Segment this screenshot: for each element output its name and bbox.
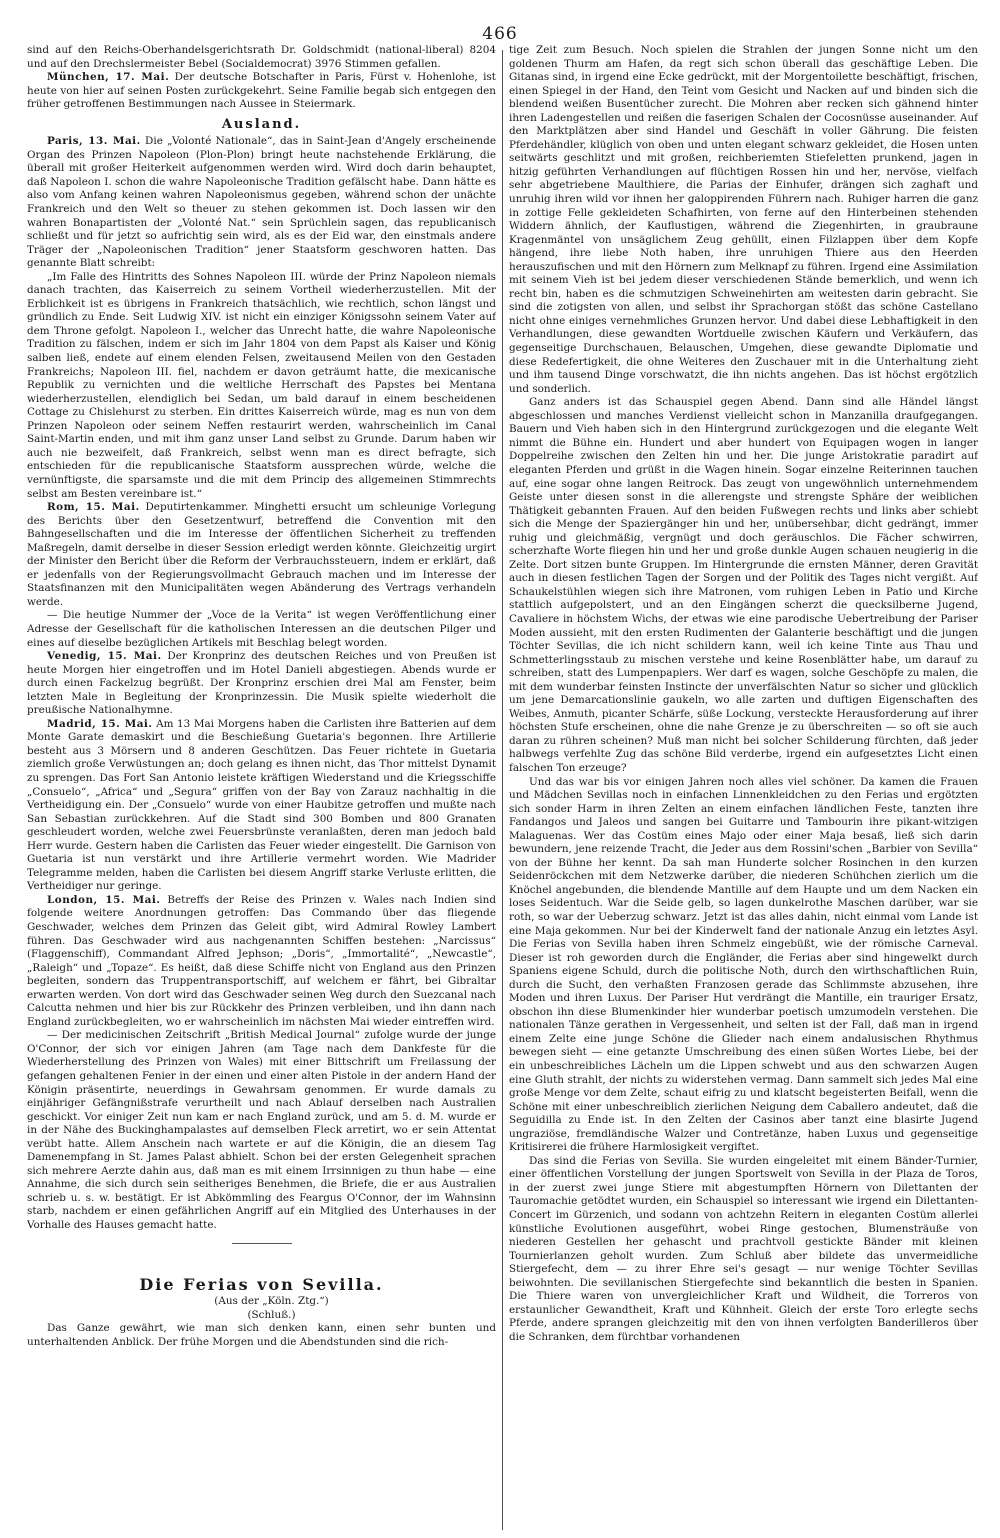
feuilleton-continuation-3: Und das war bis vor einigen Jahren noch alles viel schöner. Da kamen die Frauen und Mädchen Sevillas noch in einfachen Linnenkleidchen zu den Ferias und ergötzten sich sonder Harm in ihren Zelten an einem einfachen ländlichen Feste, tanzten ihre Fandangos und Jaleos und sangen bei Guitarre und Tambourin ihre pikant-witzigen Malaguenas. Wer das Costüm eines Majo oder einer Maja besaß, ließ sich darin bewundern, jene reizende Tracht, die Jeder aus dem Rossini'schen „Barbier von Sevilla“ von der Bühne her kennt. Da sah man Hunderte solcher Rosinchen in den kurzen Seidenröckchen mit dem Netzwerke darüber, die niederen Schühchen zierlich um die Knöchel angebunden, die blendende Mantille auf dem Haupte und um dem Nacken ein loses Seidentuch. War die Seide gelb, so lagen dunkelrothe Maschen darüber, war sie roth, so war der Ueberzug schwarz. Jetzt ist das alles dahin, nicht einmal vom Lande ist eine Maja gekommen. Nur bei der Kinderwelt fand der nationale Anzug ein letztes Asyl. Die Ferias von Sevilla haben ihren Schmelz eingebüßt, wie der römische Carneval. Dieser ist roh geworden durch die Engländer, die Ferias aber sind hingewelkt durch Spaniens eigene Schuld, durch die politische Noth, durch den wirthschaftlichen Ruin, durch die Sucht, den verhaßten Franzosen gerade das Schlimmste abzusehen, ihre Moden und ihren Luxus. Der Pariser Hut verdrängt die Mantille, ein trauriger Ersatz, obschon ihn diese Blumenkinder hier wunderbar poetisch umzumodeln verstehen. Die nationalen Tänze gerathen in Vergessenheit, und selten ist der Fall, daß man in irgend einem Zelte eine junge Schöne die Glieder nach einem andalusischen Rhythmus bewegen sieht — eine getanzte Umschreibung des einen süßen Wortes Liebe, bei der ein unbeschreibliches Lächeln um die Lippen schwebt und aus den schwarzen Augen eine Gluth strahlt, der nichts zu widerstehen vermag. Dann sammelt sich jedes Mal eine große Menge vor dem Zelte, schaut eifrig zu und klatscht begeisterten Beifall, wenn die Schöne mit einer unbeschreiblich zierlichen Neigung dem Caballero andeutet, daß die Seguidilla zu Ende ist. In den Zelten der Casinos aber tanzt eine blasirte Jugend ungraziöse, fremdländische Walzer und Contretänze, haben Luxus und gegenseitige Kritisirerei die frühere Harmlosigkeit vergiftet.	[509, 775, 978, 1154]
paris-article	[27, 135, 496, 270]
muenchen-text: Der deutsche Botschafter in Paris, Fürst v. Hohenlohe, ist heute von hier auf seinen Posten zurückgekehrt. Seine Familie begab sich entgegen den früher getroffenen Bestimmungen nach Aussee in Steiermark.	[27, 71, 496, 111]
madrid-text: Am 13 Mai Morgens haben die Carlisten ihre Batterien auf dem Monte Garate demaskirt und die Beschießung Guetaria's begonnen. Ihre Artillerie besteht aus 3 Mörsern und 8 anderen Geschützen. Das Feuer richtete in Guetaria ziemlich große Verwüstungen an; doch gelang es ihnen nicht, das Thor mittelst Dynamit zu sprengen. Das Fort San Antonio leistete kräftigen Wiederstand und die Kriegsschiffe „Consuelo“, „Africa“ und „Segura“ griffen von der Bay von Zarauz nachhaltig in die Vertheidigung ein. Der „Consuelo“ wurde von einer Haubitze getroffen und mußte nach San Sebastian zurückkehren. Auf die Stadt sind 300 Bomben und 800 Granaten geschleudert worden, welche zwei Feuersbrünste veranlaßten, deren man jedoch bald Herr wurde. Gestern haben die Carlisten das Feuer wieder eingestellt. Die Garnison von Guetaria ist nun verstärkt und ihre Artillerie vermehrt worden. Wie Madrider Telegramme melden, haben die Carlisten bei diesem Angriff starke Verluste erlitten, die Vertheidiger nur geringe.	[27, 717, 496, 893]
paris-quote: „Im Falle des Hintritts des Sohnes Napoleon III. würde der Prinz Napoleon niemals danach trachten, das Kaiserreich zu seinem Vortheil wiederherzustellen. Mit der Erblichkeit ist es übrigens in Frankreich thatsächlich, wie rechtlich, schon längst und gründlich zu Ende. Seit Ludwig XIV. ist nicht ein einziger Königssohn seinem Vater auf dem Throne gefolgt. Napoleon I., welcher das Unrecht hatte, die wahre Napoleonische Tradition zu fälschen, indem er sich im Jahr 1804 von dem Papst als Kaiser und König salben ließ, endete auf einem elenden Felsen, zweitausend Meilen von den Gestaden Frankreichs; Napoleon III. fiel, nachdem er davon geträumt hatte, die mexicanische Republik zu vernichten und die weltliche Herrschaft des Papstes bei Mentana wiederherzustellen, elendiglich bei Sedan, um bald darauf in einem bescheidenen Cottage zu Chislehurst zu sterben. Ein drittes Kaiserreich würde, mag es nun von dem Prinzen Napoleon oder seinem Neffen restaurirt werden, wahrscheinlich im Canal Saint-Martin enden, und mit ihm ganz unser Land selbst zu Grunde. Darum haben wir auch nie bezweifelt, daß Frankreich, selbst wenn man es direct befragte, sich entschieden für die republicanische Staatsform aussprechen würde, welche die vernünftigste, die sparsamste und die mit dem Princip des allgemeinen Stimmrechts selbst am Besten vereinbare ist.“	[27, 270, 496, 500]
muenchen-article	[27, 71, 496, 112]
intro-paragraph: sind auf den Reichs-Oberhandelsgerichtsrath Dr. Goldschmidt (national-liberal) 8204 und auf den Drechslermeister Bebel (Socialdemocrat) 3976 Stimmen gefallen.	[27, 44, 496, 70]
section-heading-ausland: Ausland.	[221, 116, 302, 132]
left-column	[27, 44, 496, 1530]
dateline-muenchen: München, 17. Mai.	[47, 71, 170, 84]
right-column	[509, 44, 978, 1530]
dateline-madrid: Madrid, 15. Mai.	[47, 717, 153, 730]
london-text-2: — Der medicinischen Zeitschrift „British Medical Journal“ zufolge wurde der junge O'Connor, der sich vor einigen Jahren (am Tage nach dem Dankfeste für die Wiederherstellung des Prinzen von Wales) mit einer Bittschrift um Freilassung der gefangen gehaltenen Fenier in der einen und einer alten Pistole in der andern Hand der Königin präsentirte, neuerdings in Gewahrsam genommen. Er wurde damals zu einjähriger Gefängnißstrafe verurtheilt und nach Ablauf derselben nach Australien geschickt. Vor einiger Zeit nun kam er nach England zurück, und am 5. d. M. wurde er in der Nähe des Buckinghampalastes auf demselben Fleck arretirt, wo er sein Attentat verübt hatte. Allem Anschein nach wartete er auf die Königin, die an diesem Tag Damenempfang in St. James Palast abhielt. Schon bei der ersten Gelegenheit sprachen sich mehrere Aerzte dahin aus, daß man es mit einem Irrsinnigen zu thun habe — eine Annahme, die sich durch sein seitheriges Benehmen, die Briefe, die er aus Australien schrieb u. s. w. bestätigt. Er ist Abkömmling des Feargus O'Connor, der im Wahnsinn starb, nachdem er einen gefährlichen Angriff auf ein Mitglied des Unterhauses in der Vorhalle des Hauses gemacht hatte.	[27, 1029, 496, 1232]
feuilleton-rule	[232, 1243, 292, 1244]
london-article	[27, 894, 496, 1029]
dateline-venedig: Venedig, 15. Mai.	[47, 650, 162, 663]
columns	[27, 44, 978, 1530]
venedig-article	[27, 650, 496, 718]
dateline-london: London, 15. Mai.	[47, 893, 161, 906]
rom-article	[27, 501, 496, 609]
feuilleton-text: Das Ganze gewährt, wie man sich denken kann, einen sehr bunten und unterhaltenden Anblick. Der frühe Morgen und die Abendstunden sind die rich-	[27, 1322, 496, 1348]
rom-text-2: — Die heutige Nummer der „Voce de la Verita“ ist wegen Veröffentlichung einer Adresse der Gesellschaft für die katholischen Interessen an die deutschen Pilger und eines auf dieselbe bezüglichen Artikels mit Beschlag belegt worden.	[27, 609, 496, 649]
madrid-article	[27, 718, 496, 894]
feuilleton-title: Die Ferias von Sevilla.	[139, 1274, 384, 1294]
feuilleton-continuation-1: tige Zeit zum Besuch. Noch spielen die Strahlen der jungen Sonne nicht um den goldenen Thurm am Hafen, da regt sich schon überall das geschäftige Leben. Die Gitanas sind, in irgend eine Ecke gedrückt, mit der Morgentoilette beschäftigt, frischen, einen Spiegel in der Hand, den Teint vom Gesicht und Nacken auf und binden sich die blendend weißen Busentücher zurecht. Die Mohren aber recken sich gähnend hinter ihren Ladengestellen und reißen die faserigen Schalen der Cocosnüsse auseinander. Auf den Marktplätzen aber sind Handel und Geschäft in voller Gährung. Die feisten Pferdehändler, klüglich von oben und unten elegant schwarz gekleidet, die Hosen unten seitwärts geschlitzt und mit großen, reichberiemten Stiefeletten prunkend, jagen in hitzig geführten Verhandlungen auf flüchtigen Rossen hin und her, nervöse, vielfach sehr abgetriebene Maulthiere, die Parias der Einhufer, drängen sich zaghaft und unruhig ihren wild vor ihnen her galoppirenden Führern nach. Ruhiger harren die ganz in zottige Felle gekleideten Schafhirten, von ferne auf den Hinterbeinen stehenden Widdern ähnlich, der Kauflustigen, während die Ziegenhirten, in graubraune Kragenmäntel von unsäglichem Zeug gehüllt, einen Filzlappen über dem Kopfe hängend, ihre liebe Noth haben, ihre unruhigen Thiere aus den Heerden herauszufischen und mit den Hörnern zum Melknapf zu führen. Irgend eine Assimilation mit seinem Vieh ist bei jedem dieser verschiedenen Stände bemerklich, und wenn ich recht bin, haben es die schmutzigen Schweinehirten am weitesten darin gebracht. Sie sind die zotigsten von allen, und selbst ihr Sprachorgan stößt das schöne Castellano nicht ohne einiges vernehmliches Grunzen hervor. Und dabei diese Lebhaftigkeit in den Verhandlungen, diese gewandten Wortduelle zwischen Käufern und Verkäufern, das gegenseitige Durchschauen, Belauschen, Umgehen, diese gewandte Diplomatie und diese Redefertigkeit, die ohne Weiteres den Zuschauer mit in die Unterhaltung zieht und ihm tausend Dinge vorschwatzt, die ihn nichts angehen. Das ist höchst ergötzlich und sonderlich.	[509, 44, 978, 395]
rom-text: Deputirtenkammer. Minghetti ersucht um schleunige Vorlegung des Berichts über den Gesetzentwurf, betreffend die Convention mit den Bahngesellschaften und die im Interesse der öffentlichen Sicherheit zu treffenden Maßregeln, damit derselbe in dieser Session erledigt werden könnte. Gleichzeitig urgirt der Minister den Bericht über die Reform der Verbrauchssteuern, indem er erklärt, daß er jedenfalls von der Regierungsvollmacht Gebrauch machen und im Interesse der Staatsfinanzen mit den Municipalitäten wegen Abänderung des Vertrags verhandeln werde.	[27, 501, 496, 608]
feuilleton-source: (Aus der „Köln. Ztg.“)	[214, 1295, 329, 1308]
feuilleton-continuation-4: Das sind die Ferias von Sevilla. Sie wurden eingeleitet mit einem Bänder-Turnier, einer öffentlichen Vorstellung der jungen Sportswelt von Sevilla in der Plaza de Toros, in der zuerst zwei junge Stiere mit abgestumpften Hörnern von Dilettanten der Tauromachie getödtet wurden, ein Schauspiel so interessant wie irgend ein Dilettanten-Concert im Gürzenich, und sodann von achtzehn Reitern in eleganten Costüm allerlei künstliche Evolutionen ausgeführt, wobei Ringe gestochen, Blumensträuße von niederen Gestellen her gehascht und prachtvoll gestickte Bänder mit kleinen Tournierlanzen geholt wurden. Zum Schluß aber bildete das unvermeidliche Stiergefecht, dem — zu ihrer Ehre sei's gesagt — nur wenige Töchter Sevillas beiwohnten. Die sevillanischen Stiergefechte sind bekanntlich die besten in Spanien. Die Thiere waren von unvergleichlicher Kraft und Wildheit, die Torreros von erstaunlicher Gewandtheit, Kraft und Kühnheit. Gleich der erste Toro erlegte sechs Pferde, andere sprangen gleichzeitig mit den von ihnen verfolgten Banderilleros über die Schranken, dem fürchtbar vorhandenen	[509, 1154, 978, 1343]
dateline-paris: Paris, 13. Mai.	[47, 135, 141, 148]
feuilleton-continuation-2: Ganz anders ist das Schauspiel gegen Abend. Dann sind alle Händel längst abgeschlossen und manches Verdienst vielleicht schon in Manzanilla draufgegangen. Bauern und Vieh haben sich in den Hintergrund zurückgezogen und die elegante Welt nimmt die Bühne ein. Hundert und aber hundert von Equipagen wogen in langer Doppelreihe zwischen den Zelten hin und her. Die junge Aristokratie paradirt auf eleganten Pferden und grüßt in die Wagen hinein. Sogar einzelne Reiterinnen tauchen auf, eine sogar ohne langen Reitrock. Das zeugt von ungewöhnlich unternehmendem Geiste unter diesen sonst in die allerengste und strengste Sphäre der weiblichen Thätigkeit gebannten Frauen. Auf den beiden Fußwegen rechts und links aber schiebt sich die Menge der Spaziergänger hin und her, unübersehbar, dicht gedrängt, immer ruhig und gleichmäßig, vergnügt und doch geräuschlos. Die Fächer schwirren, scherzhafte Worte fliegen hin und her und große dunkle Augen schauen neugierig in die Zelte. Dort sitzen bunte Gruppen. Im Hintergrunde die ernsten Männer, deren Gravität auch in diesen festlichen Tagen der Sorgen und der Politik des Tages nicht vergißt. Auf Schaukelstühlen wiegen sich ihre Matronen, vom ruhigen Leben in Patio und Kirche stattlich aufgepolstert, und an den Eingängen scherzt die quecksilberne Jugend, Cavaliere in höchstem Wichs, der etwas wie eine parodische Uebertreibung der Pariser Moden aussieht, mit den ersten Rudimenten der Galanterie beschäftigt und die jungen Töchter Sevillas, die ich nicht schildern kann, weil ich keine Tinte aus Thau und Schmetterlingsstaub zu mischen verstehe und keine Rosenblätter habe, um darauf zu schreiben, statt des Lumpenpapiers. Wer darf es wagen, solche Geschöpfe zu malen, die mit dem wunderbar feinsten Instincte der unverfälschten Natur so sicher und glücklich um jene Demarcationslinie gaukeln, wo alle zarten und duftigen Eigenschaften des Weibes, Anmuth, picanter Schärfe, süße Lockung, versteckte Herausforderung auf ihrer höchsten Stufe erscheinen, ohne die nahe Grenze je zu überschreiten — so oft sie auch daran zu rühren scheinen? Muß man nicht bei solcher Schilderung fürchten, daß jeder halbwegs verfehlte Zug das schöne Bild verderbe, irgend ein aufgesetztes Licht einen falschen Ton erzeuge?	[509, 396, 978, 774]
dateline-rom: Rom, 15. Mai.	[47, 501, 140, 514]
venedig-text: Der Kronprinz des deutschen Reiches und von Preußen ist heute Morgen hier eingetroffen und im Hotel Danieli abgestiegen. Abends wurde er durch einen Fackelzug begrüßt. Der Kronprinz erschien drei Mal am Fenster, beim letzten Male in Begleitung der Kronprinzessin. Die Musik spielte wiederholt die preußische Nationalhymne.	[27, 650, 496, 717]
page-number: 466	[482, 24, 518, 44]
feuilleton-part: (Schluß.)	[247, 1308, 296, 1321]
paris-text: Die „Volonté Nationale“, das in Saint-Jean d'Angely erscheinende Organ des Prinzen Napoleon (Plon-Plon) bringt heute nachstehende Erklärung, die überall mit großer Heiterkeit aufgenommen werden wird. Wird doch darin behauptet, daß Napoleon I. schon die wahre Napoleonische Tradition gefälscht habe. Dann hätte es also vom Anfang keinen wahren Napoleonismus gegeben, während schon der unächte Frankreich und den Welt so theuer zu stehen gekommen ist. Doch lassen wir den wahren Bonapartisten der „Volonté Nat.“ sein Sprüchlein sagen, das republicanisch schließt und für jetzt so aufrichtig sein wird, als es der Eid war, den einstmals andere Träger der „Napoleonischen Tradition“ jener Staatsform geschworen hatten. Das genannte Blatt schreibt:	[27, 135, 496, 270]
london-text: Betreffs der Reise des Prinzen v. Wales nach Indien sind folgende weitere Anordnungen getroffen: Das Commando über das fliegende Geschwader, welches dem Prinzen das Geleit gibt, wird Admiral Rowley Lambert führen. Das Geschwader wird aus nachgenannten Schiffen bestehen: „Narcissus“ (Flaggenschiff), Commandant Alfred Jephson; „Doris“, „Immortalité“, „Newcastle“, „Raleigh“ und „Topaze“. Es heißt, daß diese Schiffe nicht von England aus den Prinzen begleiten, sondern das Truppentransportschiff, auf welchem er fährt, bei Gibraltar erwarten werden. Von dort wird das Geschwader seinen Weg durch den Suezcanal nach Calcutta nehmen und hier bis zur Rückkehr des Prinzen verbleiben, und ihn dann nach England zurückbegleiten, wo er wahrscheinlich im nächsten Mai wieder eintreffen wird.	[27, 893, 496, 1028]
